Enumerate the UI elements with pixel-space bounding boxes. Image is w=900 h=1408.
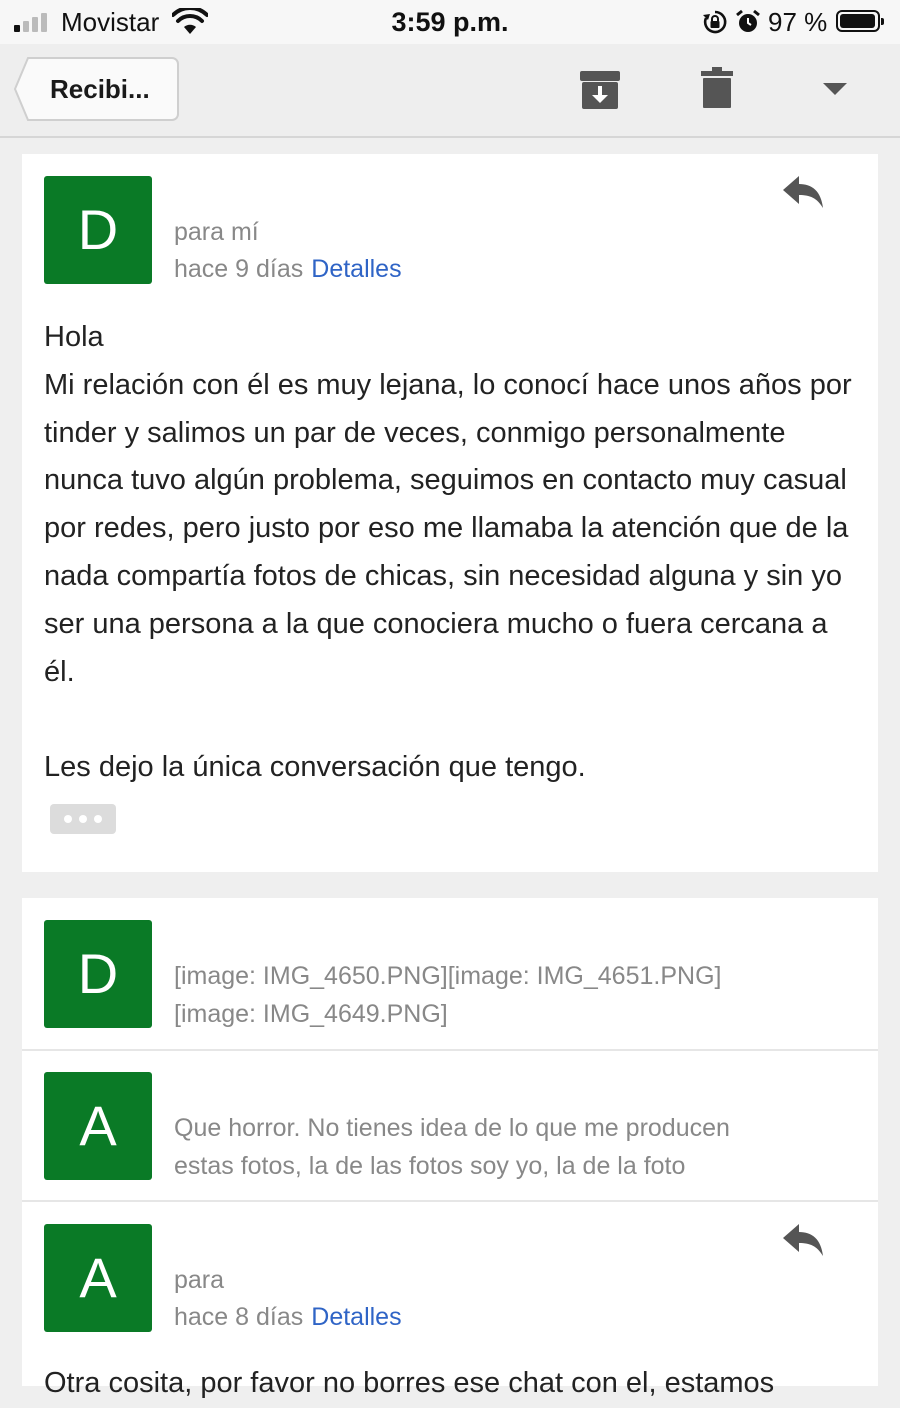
battery-percent: 97 %: [768, 7, 828, 37]
message-meta: [174, 1303, 402, 1332]
battery-icon: [836, 10, 880, 32]
avatar: A: [44, 1224, 152, 1332]
reply-icon[interactable]: [782, 1222, 824, 1258]
message-snippet: [174, 1109, 730, 1185]
thread-card: [22, 898, 878, 1399]
back-button-label: Recibi...: [50, 74, 150, 104]
alarm-icon: [735, 9, 761, 35]
back-button[interactable]: [14, 56, 178, 120]
snippet-line: Que horror. No tienes idea de lo que me producen: [174, 1114, 730, 1142]
message-body-partial: Otra cosita, por favor no borres ese chat con el, estamos: [44, 1367, 775, 1399]
avatar: D: [44, 920, 152, 1028]
body-closing: Les dejo la única conversación que tengo.: [44, 751, 586, 784]
body-paragraph: Mi relación con él es muy lejana, lo conocí hace unos años por tinder y salimos un par de veces, conmigo personalmente nunca tuvo algún problema, seguimos en contacto muy casual por redes, pero justo por eso me llamaba la atención que de la nada compartía fotos de chicas, sin necesidad alguna y sin yo ser una persona a la que conociera mucho o fuera cercana a él.: [44, 368, 852, 688]
reply-icon[interactable]: [782, 174, 824, 210]
trash-icon[interactable]: [700, 66, 734, 110]
blank-line: [44, 696, 856, 744]
toolbar: [0, 44, 900, 138]
carrier-name: Movistar: [61, 7, 160, 37]
time-ago: hace 8 días: [174, 1303, 304, 1331]
chevron-down-icon[interactable]: [822, 82, 848, 96]
details-link[interactable]: Detalles: [311, 255, 402, 283]
snippet-line: [image: IMG_4650.PNG][image: IMG_4651.PNG]: [174, 962, 722, 990]
avatar: D: [44, 176, 152, 284]
archive-icon[interactable]: [578, 68, 622, 112]
show-quoted-button[interactable]: [50, 804, 116, 834]
time-ago: hace 9 días: [174, 255, 304, 283]
recipient-label: para mí: [174, 218, 259, 246]
orientation-lock-icon: [702, 9, 728, 35]
message-body: [44, 314, 856, 792]
body-greeting: Hola: [44, 321, 104, 353]
message-meta: [174, 255, 402, 284]
status-bar: [0, 0, 900, 44]
recipient-label: para: [174, 1266, 225, 1294]
sender-name: [174, 1228, 374, 1258]
sender-name: [174, 924, 424, 954]
avatar: A: [44, 1072, 152, 1180]
snippet-line: [image: IMG_4649.PNG]: [174, 1000, 448, 1028]
sender-name: [174, 1076, 374, 1106]
snippet-line: estas fotos, la de las fotos soy yo, la de la foto: [174, 1152, 686, 1180]
details-link[interactable]: Detalles: [311, 1303, 402, 1331]
divider: [22, 1200, 878, 1202]
status-time: 3:59 p.m.: [391, 7, 509, 37]
message-card: [22, 154, 878, 872]
divider: [22, 1049, 878, 1051]
sender-name: [174, 180, 424, 210]
message-snippet: [174, 957, 721, 1033]
